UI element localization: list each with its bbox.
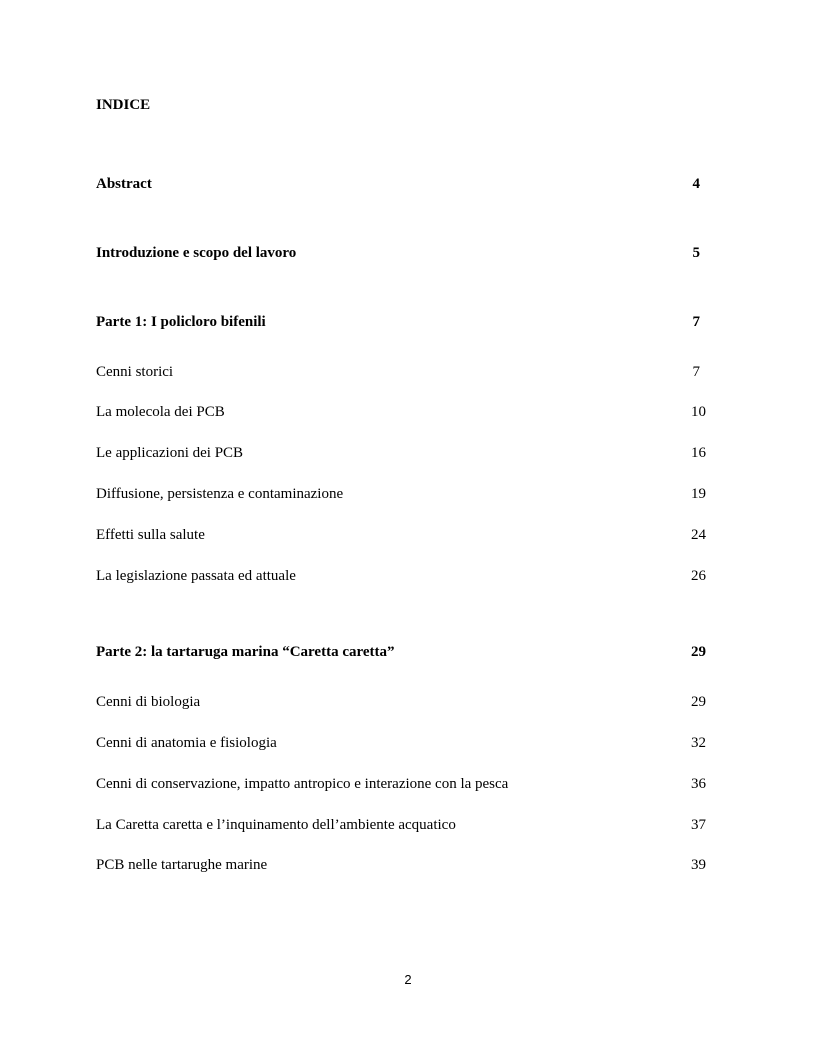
toc-entry-anatomia[interactable] — [96, 732, 706, 754]
toc-entry-conservazione[interactable] — [96, 773, 706, 795]
toc-entry-page: 16 — [691, 445, 706, 461]
toc-entry-title: La Caretta caretta e l’inquinamento dell’ambiente acquatico — [96, 817, 456, 833]
toc-entry-cenni-storici[interactable] — [96, 361, 706, 383]
toc-entry-effetti[interactable] — [96, 524, 706, 546]
toc-entry-title: Introduzione e scopo del lavoro — [96, 245, 297, 261]
toc-entry-title: Parte 1: I policloro bifenili — [96, 314, 266, 330]
page-number: 2 — [404, 972, 412, 987]
toc-entry-page: 37 — [691, 817, 706, 833]
toc-entry-page: 29 — [691, 694, 706, 710]
toc-entry-title: Cenni di biologia — [96, 694, 201, 710]
toc-entry-biologia[interactable] — [96, 691, 706, 713]
toc-entry-page: 29 — [691, 644, 706, 660]
toc-entry-molecola[interactable] — [96, 401, 706, 423]
toc-entry-page: 26 — [691, 568, 706, 584]
toc-entry-inquinamento[interactable] — [96, 814, 706, 836]
toc-entry-title: La legislazione passata ed attuale — [96, 568, 296, 584]
toc-entry-page: 10 — [691, 404, 706, 420]
toc-entry-pcb-tartarughe[interactable] — [96, 854, 706, 876]
toc-entry-introduzione[interactable] — [96, 242, 706, 264]
toc-entry-page: 39 — [691, 857, 706, 873]
toc-entry-title: Diffusione, persistenza e contaminazione — [96, 486, 344, 502]
toc-entry-title: Cenni di anatomia e fisiologia — [96, 735, 277, 751]
toc-entry-page: 32 — [691, 735, 706, 751]
index-title: INDICE — [96, 97, 151, 113]
toc-entry-title: Abstract — [96, 176, 152, 192]
toc-entry-abstract[interactable] — [96, 173, 706, 195]
toc-entry-title: Effetti sulla salute — [96, 527, 205, 543]
toc-entry-diffusione[interactable] — [96, 483, 706, 505]
toc-entry-legislazione[interactable] — [96, 565, 706, 587]
toc-entry-title: Parte 2: la tartaruga marina “Caretta caretta” — [96, 644, 395, 660]
toc-entry-title: PCB nelle tartarughe marine — [96, 857, 268, 873]
toc-entry-title: Cenni storici — [96, 364, 174, 380]
toc-entry-page: 7 — [692, 364, 700, 380]
toc-entry-page: 36 — [691, 776, 706, 792]
toc-entry-parte-2[interactable] — [96, 641, 706, 663]
toc-entry-page: 7 — [692, 314, 700, 330]
toc-entry-parte-1[interactable] — [96, 311, 706, 333]
toc-entry-page: 4 — [692, 176, 700, 192]
toc-entry-page: 24 — [691, 527, 706, 543]
toc-entry-page: 19 — [691, 486, 706, 502]
toc-entry-applicazioni[interactable] — [96, 442, 706, 464]
toc-entry-title: Cenni di conservazione, impatto antropico e interazione con la pesca — [96, 776, 509, 792]
toc-entry-title: Le applicazioni dei PCB — [96, 445, 244, 461]
toc-entry-page: 5 — [692, 245, 700, 261]
toc-entry-title: La molecola dei PCB — [96, 404, 225, 420]
